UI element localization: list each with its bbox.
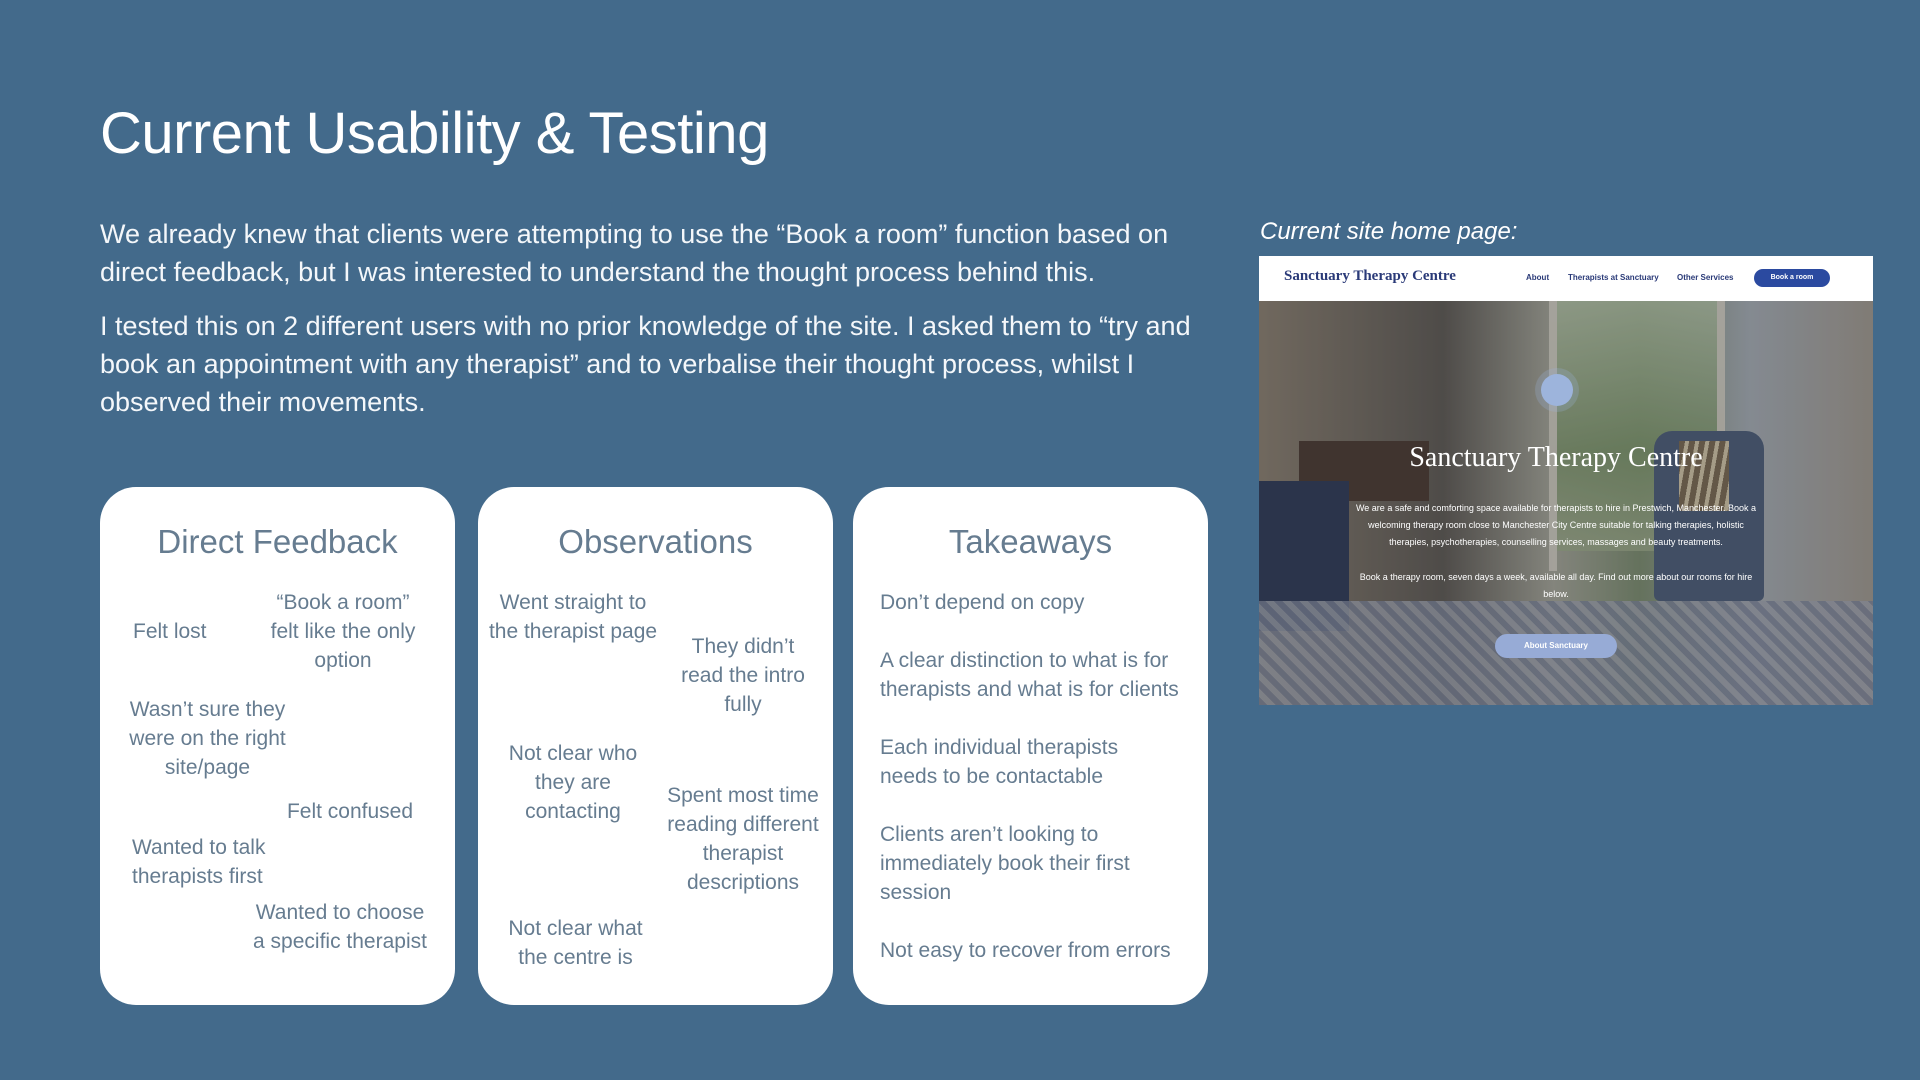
intro-text	[100, 215, 1200, 437]
feedback-note: Wanted to talk therapists first	[132, 836, 266, 888]
direct-feedback-card	[100, 487, 455, 1005]
site-screenshot-label: Current site home page:	[1260, 218, 1518, 245]
site-book-room-button[interactable]: Book a room	[1754, 269, 1830, 287]
observation-note: Spent most time reading different therapist descriptions	[667, 784, 819, 894]
observation-note: Went straight to the therapist page	[488, 591, 658, 643]
card-title: Takeaways	[948, 523, 1113, 560]
takeaway-note: Each individual therapists needs to be contactable	[880, 736, 1119, 788]
takeaways-card	[853, 487, 1208, 1005]
feedback-note: Wanted to choose a specific therapist	[253, 901, 427, 953]
feedback-note: Felt confused	[286, 800, 414, 823]
hero-description-2: Book a therapy room, seven days a week, available all day. Find out more about our rooms for hire below.	[1359, 572, 1753, 599]
observations-card	[478, 487, 833, 1005]
hero-description: We are a safe and comforting space available for therapists to hire in Prestwich, Manchester. Book a welcoming therapy room close to Manchester City Centre suitable for talking therapies, holistic therapies, psychotherapies, counselling services, massages and beauty treatments.	[1355, 503, 1757, 547]
observation-note: They didn’t read the intro fully	[681, 635, 805, 716]
observation-note: Not clear who they are contacting	[508, 742, 638, 823]
about-sanctuary-button[interactable]: About Sanctuary	[1495, 634, 1617, 658]
intro-paragraph-1: We already knew that clients were attempting to use the “Book a room” function based on direct feedback, but I was interested to understand the thought process behind this.	[100, 219, 1169, 287]
observation-note: Not clear what the centre is	[508, 917, 643, 969]
takeaway-note: Not easy to recover from errors	[880, 939, 1171, 962]
takeaway-note: Clients aren’t looking to immediately book their first session	[880, 823, 1130, 904]
site-screenshot	[1259, 256, 1873, 705]
intro-paragraph-2: I tested this on 2 different users with no prior knowledge of the site. I asked them to “try and book an appointment with any therapist” and to verbalise their thought process, whilst I observed their movements.	[100, 311, 1191, 417]
feedback-note: Wasn’t sure they were on the right site/page	[129, 698, 286, 779]
site-navbar	[1259, 256, 1873, 301]
card-title: Observations	[558, 523, 753, 560]
site-logo[interactable]: Sanctuary Therapy Centre	[1284, 268, 1456, 284]
takeaway-note: Don’t depend on copy	[880, 591, 1085, 614]
hero-logo-icon	[1541, 374, 1573, 406]
feedback-note: Felt lost	[133, 620, 207, 643]
site-nav-therapists[interactable]: Therapists at Sanctuary	[1568, 273, 1659, 282]
hero-title: Sanctuary Therapy Centre	[1409, 442, 1703, 473]
site-nav-other-services[interactable]: Other Services	[1677, 273, 1734, 282]
takeaway-note: A clear distinction to what is for therapists and what is for clients	[880, 649, 1179, 701]
page-title: Current Usability & Testing	[100, 101, 769, 166]
card-title: Direct Feedback	[157, 523, 398, 560]
feedback-note: “Book a room” felt like the only option	[270, 591, 416, 672]
site-nav-about[interactable]: About	[1526, 273, 1550, 282]
site-hero	[1259, 301, 1873, 705]
